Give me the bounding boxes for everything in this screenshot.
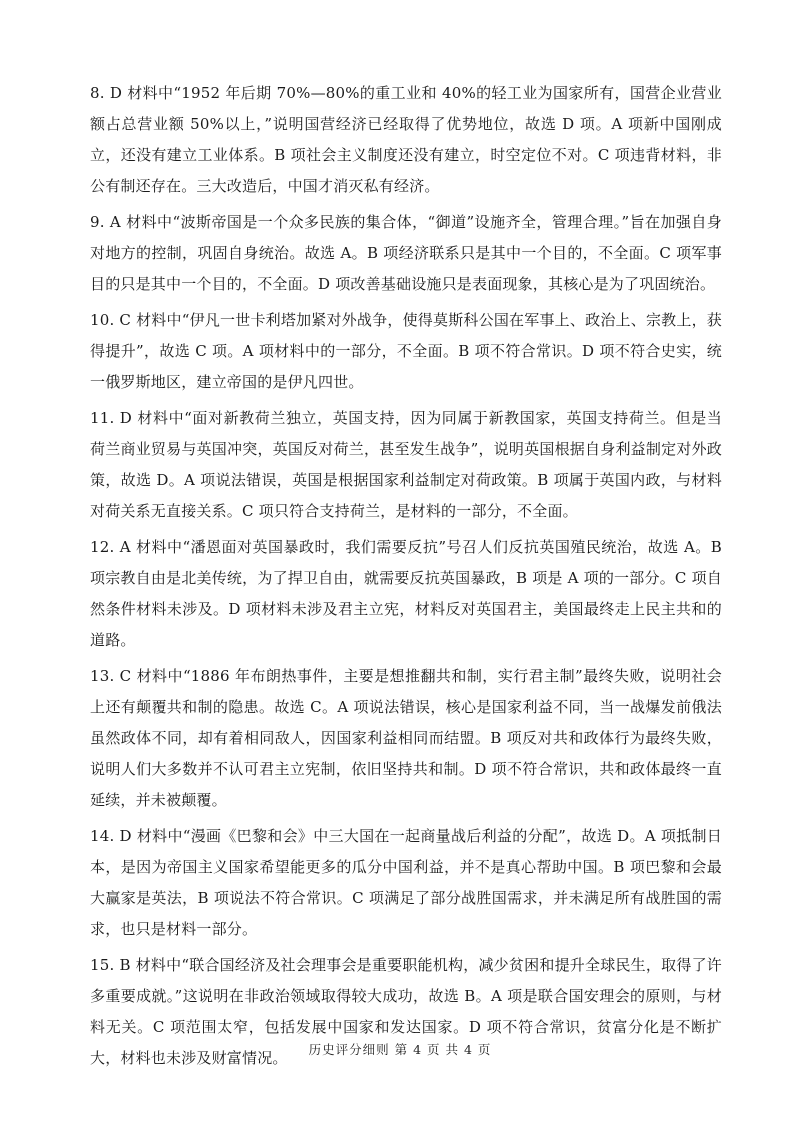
answer-explanation-14: 14. D 材料中“漫画《巴黎和会》中三大国在一起商量战后利益的分配”，故选 D。A 项抵制日本，是因为帝国主义国家希望能更多的瓜分中国利益，并不是真心帮助中国。B 项巴黎和会最大赢家是英法，B 项说法不符合常识。C 项满足了部分战胜国需求，并未满足所有战胜国的需求，也只是材料一部分。 [90, 827, 722, 938]
answer-explanation-11: 11. D 材料中“面对新教荷兰独立，英国支持，因为同属于新教国家，英国支持荷兰。但是当荷兰商业贸易与英国冲突，英国反对荷兰，甚至发生战争”，说明英国根据自身利益制定对外政策，故选 D。A 项说法错误，英国是根据国家利益制定对荷政策。B 项属于英国内政，与材料对荷关系无直接关系。C 项只符合支持荷兰，是材料的一部分，不全面。 [90, 409, 722, 520]
answer-explanation-15: 15. B 材料中“联合国经济及社会理事会是重要职能机构，减少贫困和提升全球民生，取得了许多重要成就。”这说明在非政治领域取得较大成功，故选 B。A 项是联合国安理会的原则，与材料无关。C 项范围太窄，包括发展中国家和发达国家。D 项不符合常识，贫富分化是不断扩大，材料也未涉及财富情况。 [90, 956, 722, 1067]
answer-list [90, 78, 722, 1079]
answer-explanation-8: 8. D 材料中“1952 年后期 70%—80%的重工业和 40%的轻工业为国家所有，国营企业营业额占总营业额 50%以上，”说明国营经济已经取得了优势地位，故选 D 项。A 项新中国刚成立，还没有建立工业体系。B 项社会主义制度还没有建立，时空定位不对。C 项违背材料，非公有制还存在。三大改造后，中国才消灭私有经济。 [90, 84, 722, 195]
answer-explanation-12: 12. A 材料中“潘恩面对英国暴政时，我们需要反抗”号召人们反抗英国殖民统治，故选 A。B 项宗教自由是北美传统，为了捍卫自由，就需要反抗英国暴政，B 项是 A 项的一部分。C 项自然条件材料未涉及。D 项材料未涉及君主立宪，材料反对英国君主，美国最终走上民主共和的道路。 [90, 538, 722, 649]
answer-explanation-9: 9. A 材料中“波斯帝国是一个众多民族的集合体，“御道”设施齐全，管理合理。”旨在加强自身对地方的控制，巩固自身统治。故选 A。B 项经济联系只是其中一个目的，不全面。C 项军事目的只是其中一个目的，不全面。D 项改善基础设施只是表面现象，其核心是为了巩固统治。 [90, 213, 722, 293]
answer-explanation-10: 10. C 材料中“伊凡一世卡利塔加紧对外战争，使得莫斯科公国在军事上、政治上、宗教上，获得提升”，故选 C 项。A 项材料中的一部分，不全面。B 项不符合常识。D 项不符合史实，统一俄罗斯地区，建立帝国的是伊凡四世。 [90, 311, 722, 391]
answer-explanation-13: 13. C 材料中“1886 年布朗热事件，主要是想推翻共和制，实行君主制”最终失败，说明社会上还有颠覆共和制的隐患。故选 C。A 项说法错误，核心是国家利益不同，当一战爆发前俄法虽然政体不同，却有着相同敌人，因国家利益相同而结盟。B 项反对共和政体行为最终失败，说明人们大多数并不认可君主立宪制，依旧坚持共和制。D 项不符合常识，共和政体最终一直延续，并未被颠覆。 [90, 667, 722, 809]
page-footer: 历史评分细则 第 4 页 共 4 页 [308, 1042, 492, 1057]
